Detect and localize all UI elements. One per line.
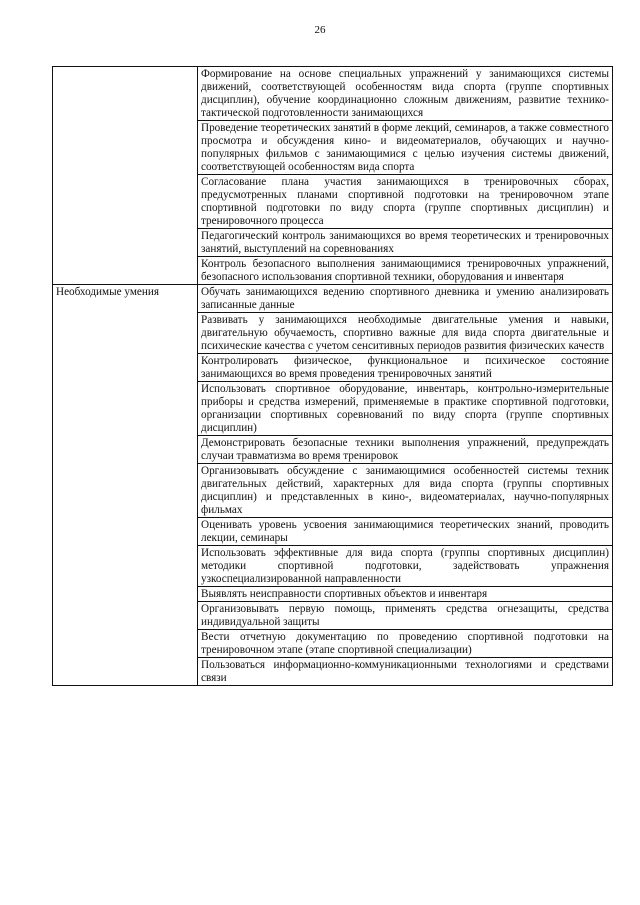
table-cell-text: Формирование на основе специальных упражнений у занимающихся системы движений, соответствующей особенностям вида спорта (группе спортивных дисциплин), обучение координационно сложным движениям, развитие технико-тактической подготовленности занимающихся <box>198 67 613 121</box>
standard-table <box>52 66 613 686</box>
page-number: 26 <box>314 24 326 36</box>
table-row <box>53 67 613 121</box>
table-cell-text: Педагогический контроль занимающихся во время теоретических и тренировочных занятий, выступлений на соревнованиях <box>198 229 613 257</box>
table-cell-text: Контролировать физическое, функциональное и психическое состояние занимающихся во время проведения тренировочных занятий <box>198 354 613 382</box>
table-cell-text: Выявлять неисправности спортивных объектов и инвентаря <box>198 587 613 602</box>
table-cell-text: Оценивать уровень усвоения занимающимися теоретических знаний, проводить лекции, семинары <box>198 518 613 546</box>
section-label-cell <box>53 67 198 285</box>
table-cell-text: Использовать спортивное оборудование, инвентарь, контрольно-измерительные приборы и средства измерений, применяемые в практике спортивной подготовки, организации спортивных соревнований по виду спорта (группе спортивных дисциплин) <box>198 382 613 436</box>
table-cell-text: Контроль безопасного выполнения занимающимися тренировочных упражнений, безопасного использования спортивной техники, оборудования и инвентаря <box>198 257 613 285</box>
table-cell-text: Пользоваться информационно-коммуникационными технологиями и средствами связи <box>198 658 613 686</box>
table-row <box>53 285 613 313</box>
table-cell-text: Согласование плана участия занимающихся в тренировочных сборах, предусмотренных планами спортивной подготовки на тренировочном этапе спортивной подготовки по виду спорта (группе спортивных дисциплин) и тренировочного процесса <box>198 175 613 229</box>
section-label-cell: Необходимые умения <box>53 285 198 686</box>
table-cell-text: Организовывать обсуждение с занимающимися особенностей системы техник двигательных действий, характерных для вида спорта (группы спортивных дисциплин) и представленных в кино-, видеоматериалах, научно-популярных фильмах <box>198 464 613 518</box>
table-cell-text: Вести отчетную документацию по проведению спортивной подготовки на тренировочном этапе (этапе спортивной специализации) <box>198 630 613 658</box>
table-cell-text: Демонстрировать безопасные техники выполнения упражнений, предупреждать случаи травматизма во время тренировок <box>198 436 613 464</box>
table-cell-text: Использовать эффективные для вида спорта (группы спортивных дисциплин) методики спортивной подготовки, задействовать упражнения узкоспециализированной направленности <box>198 546 613 587</box>
table-cell-text: Организовывать первую помощь, применять средства огнезащиты, средства индивидуальной защиты <box>198 602 613 630</box>
table-cell-text: Развивать у занимающихся необходимые двигательные умения и навыки, двигательную обучаемость, спортивно важные для вида спорта двигательные и психические качества с учетом сенситивных периодов развития физических качеств <box>198 313 613 354</box>
table-body <box>53 67 613 686</box>
table-cell-text: Обучать занимающихся ведению спортивного дневника и умению анализировать записанные данные <box>198 285 613 313</box>
table-cell-text: Проведение теоретических занятий в форме лекций, семинаров, а также совместного просмотра и обсуждения кино- и видеоматериалов, обучающих и научно-популярных фильмов с занимающимися с целью изучения системы движений, соответствующей особенностям вида спорта <box>198 121 613 175</box>
